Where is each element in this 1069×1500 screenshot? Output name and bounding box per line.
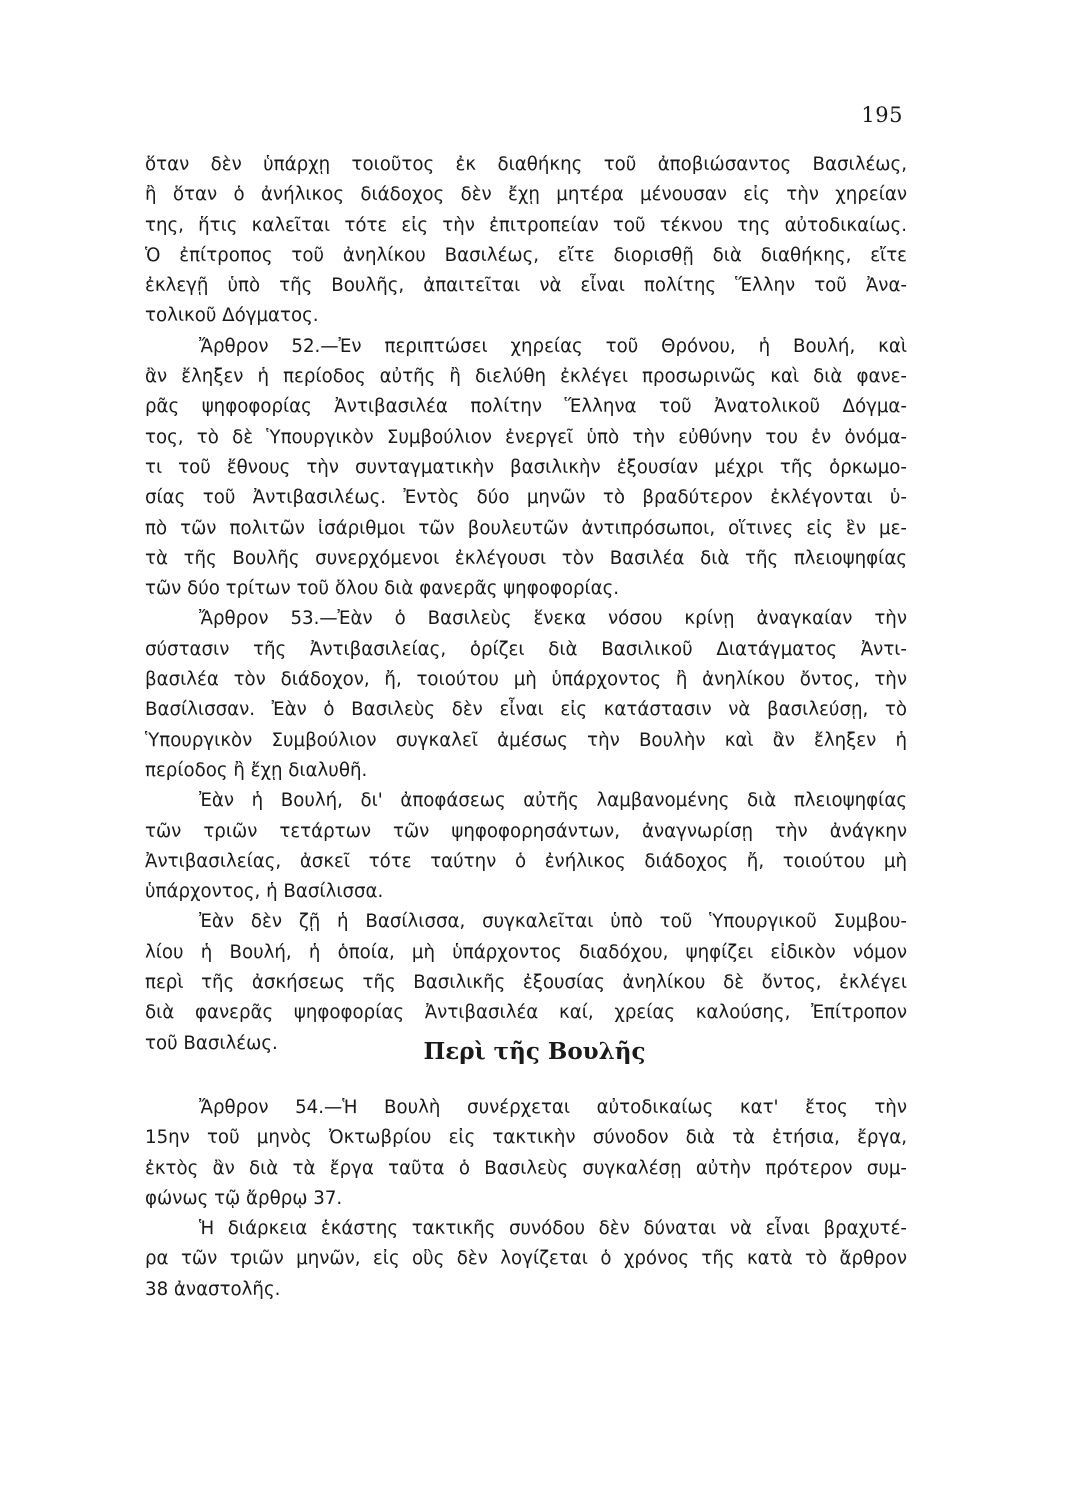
text-line: της, ἥτις καλεῖται τότε εἰς τὴν ἐπιτροπείαν τοῦ τέκνου της αὐτοδικαίως. xyxy=(145,214,907,236)
text-line: 38 ἀναστολῆς. xyxy=(145,1278,281,1300)
text-line: σίας τοῦ Ἀντιβασιλέως. Ἐντὸς δύο μηνῶν τὸ βραδύτερον ἐκλέγονται ὑ- xyxy=(145,487,907,509)
text-line: ἢ ὅταν ὁ ἀνήλικος διάδοχος δὲν ἔχῃ μητέρα μένουσαν εἰς τὴν χηρείαν xyxy=(145,184,907,206)
page-number: 195 xyxy=(861,103,903,127)
text-line: ἐκλεγῇ ὑπὸ τῆς Βουλῆς, ἀπαιτεῖται νὰ εἶναι πολίτης Ἕλλην τοῦ Ἀνα- xyxy=(145,275,907,297)
text-line: βασιλέα τὸν διάδοχον, ἤ, τοιούτου μὴ ὑπάρχοντος ἢ ἀνηλίκου ὄντος, τὴν xyxy=(145,669,907,691)
text-line: Ὁ ἐπίτροπος τοῦ ἀνηλίκου Βασιλέως, εἴτε διορισθῇ διὰ διαθήκης, εἴτε xyxy=(145,244,907,266)
text-line: ρᾶς ψηφοφορίας Ἀντιβασιλέα πολίτην Ἕλληνα τοῦ Ἀνατολικοῦ Δόγμα- xyxy=(145,396,907,418)
text-line: ἂν ἔληξεν ἡ περίοδος αὐτῆς ἢ διελύθη ἐκλέγει προσωρινῶς καὶ διὰ φανε- xyxy=(145,366,907,388)
text-line: τῶν δύο τρίτων τοῦ ὅλου διὰ φανερᾶς ψηφοφορίας. xyxy=(145,578,620,600)
paragraph-start-line: Ἐὰν δὲν ζῇ ἡ Βασίλισσα, συγκαλεῖται ὑπὸ τοῦ Ὑπουργικοῦ Συμβου- xyxy=(199,911,907,933)
text-line: Ἀντιβασιλείας, ἀσκεῖ τότε ταύτην ὁ ἐνήλικος διάδοχος ἤ, τοιούτου μὴ xyxy=(145,850,907,872)
text-line: διὰ φανερᾶς ψηφοφορίας Ἀντιβασιλέα καί, χρείας καλούσης, Ἐπίτροπον xyxy=(145,1002,907,1024)
text-line: τῶν τριῶν τετάρτων τῶν ψηφοφορησάντων, ἀναγνωρίσῃ τὴν ἀνάγκην xyxy=(145,820,907,842)
text-line: τι τοῦ ἔθνους τὴν συνταγματικὴν βασιλικὴν ἐξουσίαν μέχρι τῆς ὁρκωμο- xyxy=(145,456,907,478)
text-line: πὸ τῶν πολιτῶν ἰσάριθμοι τῶν βουλευτῶν ἀντιπρόσωποι, οἵτινες εἰς ἓν με- xyxy=(145,517,907,539)
text-block-constitution-articles xyxy=(145,150,907,1059)
text-line: Ὑπουργικὸν Συμβούλιον συγκαλεῖ ἀμέσως τὴν Βουλὴν καὶ ἂν ἔληξεν ἡ xyxy=(145,729,907,751)
text-line: περὶ τῆς ἀσκήσεως τῆς Βασιλικῆς ἐξουσίας ἀνηλίκου δὲ ὄντος, ἐκλέγει xyxy=(145,972,907,994)
section-heading: Περὶ τῆς Βουλῆς xyxy=(423,1038,646,1065)
paragraph-start-line: Ἐὰν ἡ Βουλή, δι' ἀποφάσεως αὐτῆς λαμβανομένης διὰ πλειοψηφίας xyxy=(199,790,907,812)
text-line: ἐκτὸς ἂν διὰ τὰ ἔργα ταῦτα ὁ Βασιλεὺς συγκαλέσῃ αὐτὴν πρότερον συμ- xyxy=(145,1157,907,1179)
article-53-line: Ἄρθρον 53.—Ἐὰν ὁ Βασιλεὺς ἕνεκα νόσου κρίνῃ ἀναγκαίαν τὴν xyxy=(199,608,907,630)
text-line: τὰ τῆς Βουλῆς συνερχόμενοι ἐκλέγουσι τὸν Βασιλέα διὰ τῆς πλειοψηφίας xyxy=(145,547,907,569)
text-line: φώνως τῷ ἄρθρῳ 37. xyxy=(145,1187,343,1209)
text-line: Βασίλισσαν. Ἐὰν ὁ Βασιλεὺς δὲν εἶναι εἰς κατάστασιν νὰ βασιλεύσῃ, τὸ xyxy=(145,699,907,721)
text-line: ὑπάρχοντος, ἡ Βασίλισσα. xyxy=(145,881,384,903)
paragraph-start-line: Ἡ διάρκεια ἑκάστης τακτικῆς συνόδου δὲν δύναται νὰ εἶναι βραχυτέ- xyxy=(199,1218,907,1240)
text-line: ὅταν δὲν ὑπάρχῃ τοιοῦτος ἐκ διαθήκης τοῦ ἀποβιώσαντος Βασιλέως, xyxy=(145,154,907,175)
text-line: ρα τῶν τριῶν μηνῶν, εἰς οὓς δὲν λογίζεται ὁ χρόνος τῆς κατὰ τὸ ἄρθρον xyxy=(145,1248,907,1270)
text-line: 15ην τοῦ μηνὸς Ὀκτωβρίου εἰς τακτικὴν σύνοδον διὰ τὰ ἐτήσια, ἔργα, xyxy=(145,1127,907,1149)
article-52-line: Ἄρθρον 52.—Ἐν περιπτώσει χηρείας τοῦ Θρόνου, ἡ Βουλή, καὶ xyxy=(199,335,907,357)
text-line: τοῦ Βασιλέως. xyxy=(145,1032,278,1054)
text-line: τολικοῦ Δόγματος. xyxy=(145,305,319,327)
article-54-line: Ἄρθρον 54.—Ἡ Βουλὴ συνέρχεται αὐτοδικαίως κατ' ἔτος τὴν xyxy=(199,1097,907,1118)
text-line: τος, τὸ δὲ Ὑπουργικὸν Συμβούλιον ἐνεργεῖ ὑπὸ τὴν εὐθύνην του ἐν ὀνόμα- xyxy=(145,426,907,448)
text-line: λίου ἡ Βουλή, ἡ ὁποία, μὴ ὑπάρχοντος διαδόχου, ψηφίζει εἰδικὸν νόμον xyxy=(145,941,907,963)
text-line: περίοδος ἢ ἔχῃ διαλυθῆ. xyxy=(145,759,368,781)
text-block-article-54 xyxy=(145,1093,907,1305)
text-line: σύστασιν τῆς Ἀντιβασιλείας, ὁρίζει διὰ Βασιλικοῦ Διατάγματος Ἀντι- xyxy=(145,638,907,660)
